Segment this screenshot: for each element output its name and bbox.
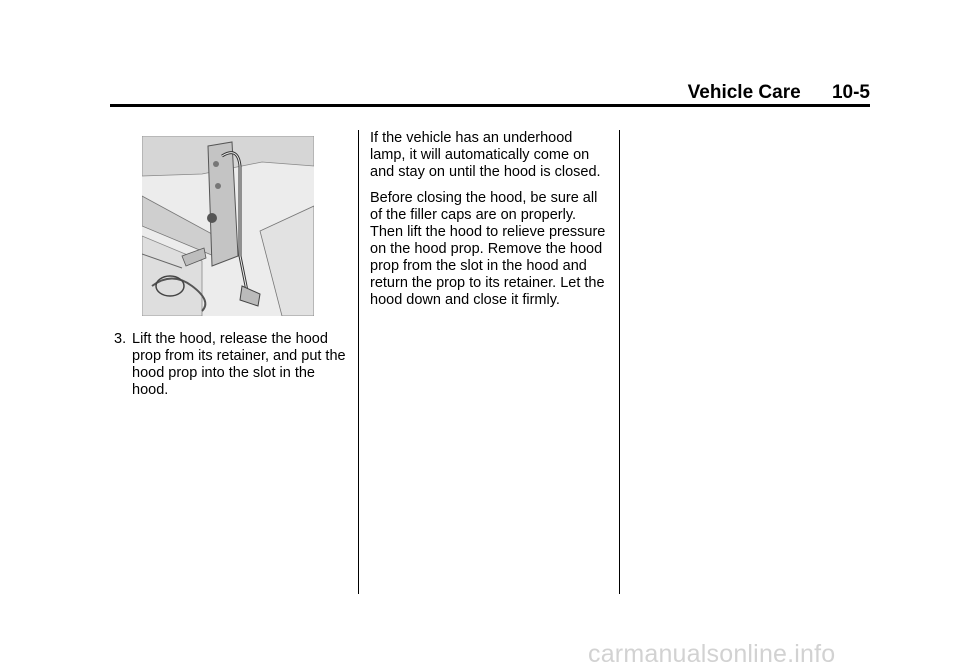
watermark: carmanualsonline.info <box>588 640 836 668</box>
hood-prop-illustration <box>142 136 314 316</box>
paragraph-closing-hood: Before closing the hood, be sure all of the filler caps are on properly. Then lift the hood to relieve pressure on the hood prop. Remove the hood prop from the slot in the hood and return the prop to its retainer. Let the hood down and close it firmly. <box>370 190 606 308</box>
column-divider-left <box>358 130 359 594</box>
page-header <box>688 82 870 104</box>
paragraph-underhood-lamp: If the vehicle has an underhood lamp, it will automatically come on and stay on until the hood is closed. <box>370 130 601 180</box>
step-number: 3. <box>114 331 127 347</box>
section-title: Vehicle Care <box>687 82 801 103</box>
step-text: Lift the hood, release the hood prop from its retainer, and put the hood prop into the slot in the hood. <box>132 331 346 398</box>
header-rule <box>110 104 870 107</box>
column-divider-right <box>619 130 620 594</box>
page-number: 10-5 <box>831 82 870 103</box>
step-3 <box>114 331 350 399</box>
column-2 <box>370 130 610 318</box>
